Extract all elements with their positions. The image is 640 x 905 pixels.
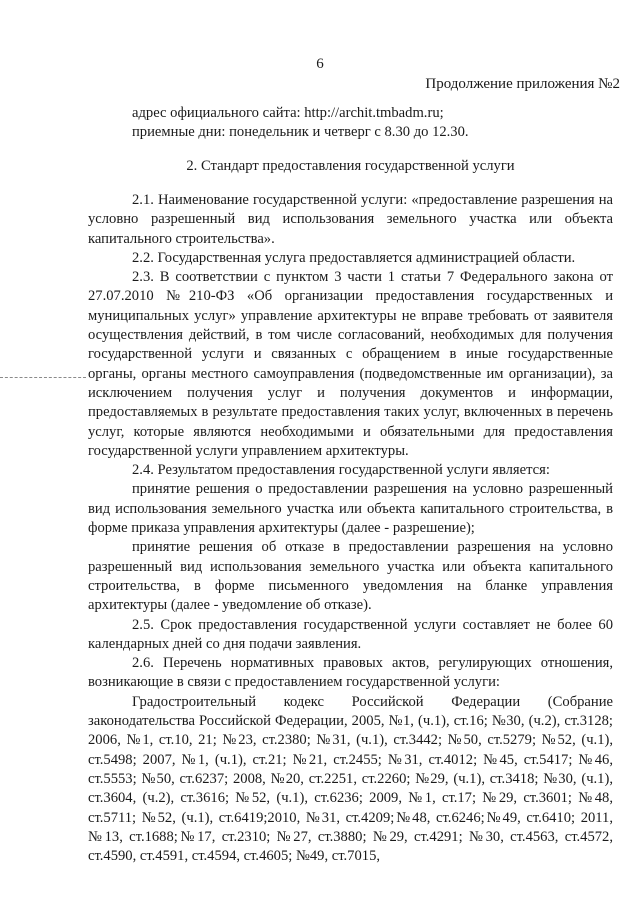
reception-days-line: приемные дни: понедельник и четверг с 8.30 до 12.30. (132, 124, 469, 141)
contact-info (88, 104, 613, 143)
section-body (88, 191, 613, 866)
paragraph-2-2: 2.2. Государственная услуга предоставляется администрацией области. (132, 249, 576, 266)
paragraph-2-5: 2.5. Срок предоставления государственной услуги составляет не более 60 календарных дней со дня подачи заявления. (88, 616, 613, 652)
appendix-continuation-note: Продолжение приложения №2 (425, 76, 620, 92)
paragraph-2-4: 2.4. Результатом предоставления государственной услуги является: (132, 462, 550, 479)
website-line: адрес официального сайта: http://archit.tmbadm.ru; (132, 105, 444, 121)
scan-artifact-line (0, 377, 86, 378)
paragraph-2-3: 2.3. В соответствии с пунктом 3 части 1 статьи 7 Федерального закона от 27.07.2010 №210-ФЗ «Об организации предоставления государственных и муниципальных услуг» управление архитектуры не вправе требовать от заявителя осуществления действий, в том числе согласований, необходимых для получения государственной услуги и связанных с обращением в иные государственные органы, органы местного самоуправления (подведомственные им организации), за исключением получения услуг и получения документов и информации, предоставляемых в результате предоставления таких услуг, включенных в перечень услуг, которые являются необходимыми и обязательными для предоставления государственной услуги управлением архитектуры. (88, 269, 613, 459)
section-title: 2. Стандарт предоставления государственной услуги (186, 158, 515, 174)
page-number: 6 (316, 56, 324, 72)
paragraph-2-4-result-permit: принятие решения о предоставлении разрешения на условно разрешенный вид использования земельного участка или объекта капитального строительства, в форме приказа управления архитектуры (далее - разрешение); (88, 481, 613, 537)
paragraph-2-4-result-refusal: принятие решения об отказе в предоставлении разрешения на условно разрешенный вид использования земельного участка или объекта капитального строительства, в форме письменного уведомления на бланке управления архитектуры (далее - уведомление об отказе). (88, 539, 613, 614)
paragraph-2-1: 2.1. Наименование государственной услуги: «предоставление разрешения на условно разрешенный вид использования земельного участка или объекта капитального строительства». (88, 192, 613, 247)
paragraph-2-6: 2.6. Перечень нормативных правовых актов, регулирующих отношения, возникающие в связи с предоставлением государственной услуги: (88, 655, 613, 691)
paragraph-urban-planning-code: Градостроительный кодекс Российской Федерации (Собрание законодательства Российской Федерации, 2005, №1, (ч.1), ст.16; №30, (ч.2), ст.3128; 2006, №1, ст.10, 21; №23, ст.2380; №31, (ч.1), ст.3442; №50, ст.5279; №52, (ч.1), ст.5498; 2007, №1, (ч.1), ст.21; №21, ст.2455; №31, ст.4012; №45, ст.5417; №46, ст.5553; №50, ст.6237; 2008, №20, ст.2251, ст.2260; №29, (ч.1), ст.3418; №30, (ч.1), ст.3604, (ч.2), ст.3616; №52, (ч.1), ст.6236; 2009, №1, ст.17; №29, ст.3601; №48, ст.5711; №52, (ч.1), ст.6419;2010, №31, ст.4209;№48, ст.6246;№49, ст.6410; 2011, №13, ст.1688;№17, ст.2310; №27, ст.3880; №29, ст.4291; №30, ст.4563, ст.4572, ст.4590, ст.4591, ст.4594, ст.4605; №49, ст.7015, (88, 693, 613, 865)
